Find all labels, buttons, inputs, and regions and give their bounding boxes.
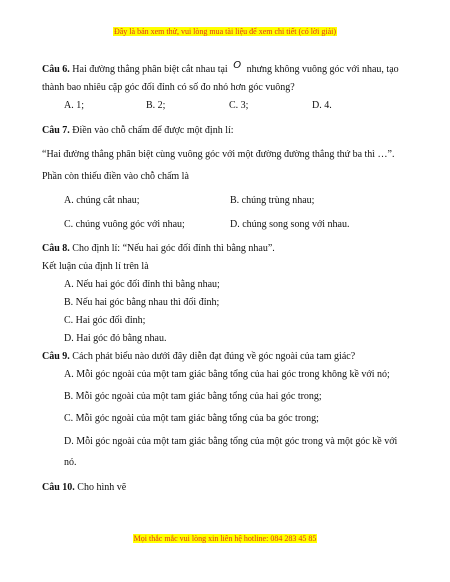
q7-option-a: A. chúng cắt nhau; bbox=[64, 195, 140, 206]
preview-notice bbox=[0, 27, 450, 36]
q8-option-a: A. Nếu hai góc đối đỉnh thì bằng nhau; bbox=[64, 279, 220, 290]
question-6 bbox=[42, 60, 399, 76]
question-9-stem: Cách phát biểu nào dưới đây diễn đạt đúng về góc ngoài của tam giác? bbox=[72, 351, 356, 362]
q6-option-c: C. 3; bbox=[229, 100, 249, 111]
q6-option-d: D. 4. bbox=[312, 100, 332, 111]
question-10 bbox=[42, 481, 126, 494]
question-7-label: Câu 7. bbox=[42, 125, 70, 136]
hotline-notice-text: Mọi thắc mắc vui lòng xin liên hệ hotline: 084 283 45 85 bbox=[133, 534, 317, 543]
question-6-stem-line2: thành bao nhiêu cặp góc đối đỉnh có số đo nhỏ hơn góc vuông? bbox=[42, 82, 295, 93]
question-7 bbox=[42, 124, 234, 137]
question-8-prompt: Kết luận của định lí trên là bbox=[42, 261, 149, 272]
question-10-label: Câu 10. bbox=[42, 482, 75, 493]
question-7-quote: “Hai đường thẳng phân biệt cùng vuông góc với một đường đường thẳng thứ ba thì …”. bbox=[42, 149, 395, 160]
question-10-stem: Cho hình vẽ bbox=[77, 482, 127, 493]
question-7-prompt: Phần còn thiếu điền vào chỗ chấm là bbox=[42, 171, 189, 182]
q9-option-a: A. Mỗi góc ngoài của một tam giác bằng tổng của hai góc trong không kề với nó; bbox=[64, 369, 390, 380]
q9-option-d: D. Mỗi góc ngoài của một tam giác bằng tổng của một góc trong và một góc kề với bbox=[64, 436, 398, 447]
question-6-label: Câu 6. bbox=[42, 64, 70, 75]
q7-option-c: C. chúng vuông góc với nhau; bbox=[64, 219, 185, 230]
question-6-stem-part1: Hai đường thẳng phân biệt cắt nhau tại bbox=[72, 64, 228, 75]
point-o: O bbox=[233, 60, 242, 71]
question-7-stem: Điền vào chỗ chấm để được một định lí: bbox=[72, 125, 234, 136]
q8-option-b: B. Nếu hai góc bằng nhau thì đối đỉnh; bbox=[64, 297, 220, 308]
q7-option-d: D. chúng song song với nhau. bbox=[230, 219, 350, 230]
q8-option-d: D. Hai góc đó bằng nhau. bbox=[64, 333, 167, 344]
q8-option-c: C. Hai góc đối đỉnh; bbox=[64, 315, 146, 326]
q6-option-a: A. 1; bbox=[64, 100, 84, 111]
q9-option-b: B. Mỗi góc ngoài của một tam giác bằng tổng của hai góc trong; bbox=[64, 391, 322, 402]
q9-option-c: C. Mỗi góc ngoài của một tam giác bằng tổng của ba góc trong; bbox=[64, 413, 319, 424]
preview-notice-text: Đây là bản xem thử, vui lòng mua tài liệu để xem chi tiết (có lời giải) bbox=[113, 27, 337, 36]
q9-option-d-continued: nó. bbox=[64, 457, 77, 468]
question-6-stem-part2: nhưng không vuông góc với nhau, tạo bbox=[246, 64, 399, 75]
question-9 bbox=[42, 350, 355, 363]
q6-option-b: B. 2; bbox=[146, 100, 166, 111]
question-8-stem: Cho định lí: “Nếu hai góc đối đỉnh thì bằng nhau”. bbox=[72, 243, 275, 254]
question-8-label: Câu 8. bbox=[42, 243, 70, 254]
question-9-label: Câu 9. bbox=[42, 351, 70, 362]
hotline-notice bbox=[0, 534, 450, 543]
question-8 bbox=[42, 242, 275, 255]
q7-option-b: B. chúng trùng nhau; bbox=[230, 195, 315, 206]
